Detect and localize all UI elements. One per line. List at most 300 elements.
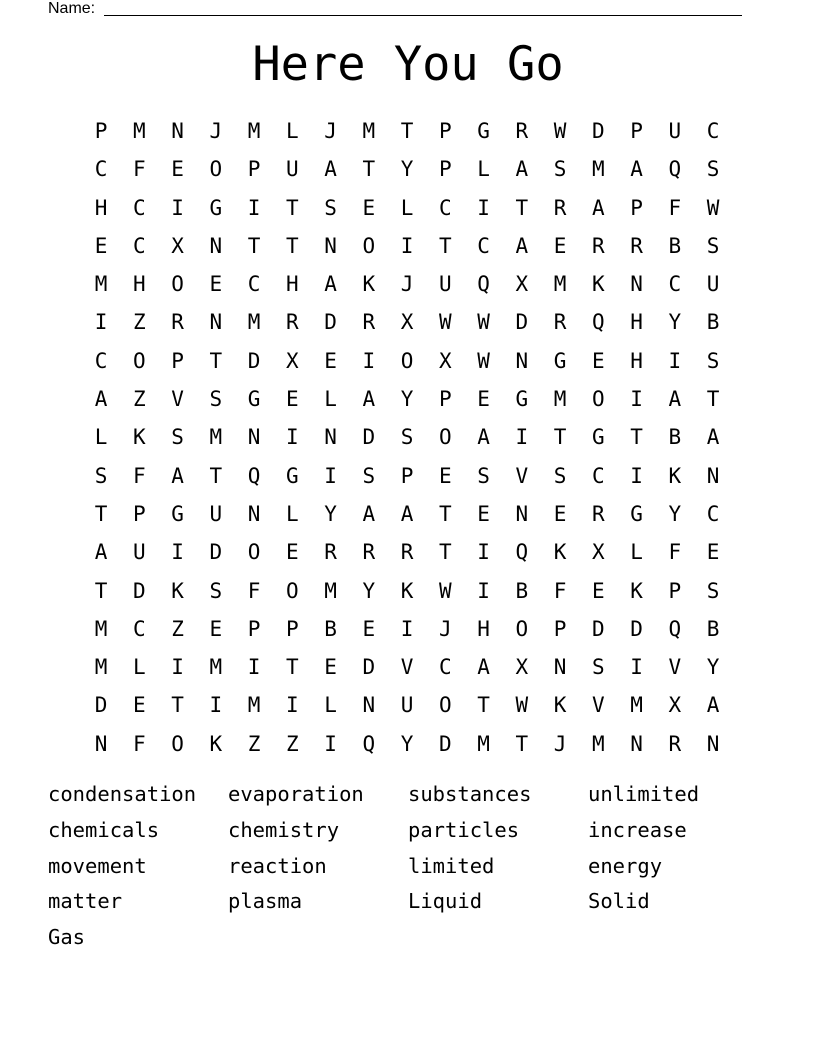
grid-letter: W [553,119,567,143]
grid-letter: R [324,540,337,565]
grid-letter: E [209,616,223,641]
grid-letter: N [209,310,223,335]
grid-letter: M [630,693,643,718]
grid-letter: E [553,501,567,526]
grid-letter: L [94,425,108,450]
grid-letter: A [515,157,529,182]
grid-letter: W [439,310,452,335]
grid-letter: K [668,463,682,488]
grid-letter: E [439,463,452,488]
grid-letter: R [515,119,529,143]
grid-letter: O [400,348,414,373]
grid-letter: C [592,463,605,488]
grid-letter: O [439,693,452,718]
grid-letter: I [324,731,337,756]
grid-letter: I [477,195,490,220]
name-underline [104,15,742,16]
grid-letter: K [362,272,376,297]
grid-letter: G [592,425,605,450]
grid-letter: T [515,731,529,756]
grid-letter: A [362,501,376,526]
grid-letter: I [209,693,223,718]
grid-letter: P [439,119,452,143]
grid-letter: O [439,425,452,450]
grid-letter: X [592,540,605,565]
grid-letter: R [553,310,567,335]
grid-letter: R [592,233,605,258]
word-list-item: reaction [228,853,327,878]
grid-letter: L [400,195,414,220]
grid-letter: M [592,157,605,182]
grid-letter: S [706,578,720,603]
grid-letter: N [171,119,184,143]
grid-letter: T [94,578,108,603]
grid-letter: K [630,578,643,603]
grid-letter: T [477,693,490,718]
grid-letter: B [515,578,529,603]
grid-letter: T [439,233,452,258]
grid-letter: G [515,387,529,412]
grid-letter: G [286,463,299,488]
grid-letter: V [515,463,529,488]
word-list-item: evaporation [228,782,364,806]
grid-letter: I [247,655,261,680]
grid-letter: R [668,731,682,756]
grid-letter: T [286,655,299,680]
grid-letter: S [400,425,414,450]
grid-letter: C [439,655,452,680]
grid-letter: E [286,540,299,565]
grid-letter: Z [171,616,184,641]
grid-letter: E [324,655,337,680]
grid-letter: D [324,310,337,335]
grid-letter: M [247,693,261,718]
grid-letter: S [706,348,720,373]
grid-letter: D [209,540,223,565]
grid-letter: O [209,157,223,182]
grid-letter: P [94,119,108,143]
grid-letter: E [209,272,223,297]
grid-letter: J [324,119,337,143]
grid-letter: I [630,463,643,488]
grid-letter: Q [668,616,682,641]
grid-letter: S [706,233,720,258]
grid-letter: Q [592,310,605,335]
grid-letter: N [630,272,643,297]
grid-letter: W [477,310,490,335]
grid-letter: T [209,348,223,373]
grid-letter: S [209,387,223,412]
grid-letter: M [209,655,223,680]
grid-letter: Q [668,157,682,182]
grid-letter: U [706,272,720,297]
grid-letter: Q [247,463,261,488]
grid-letter: O [171,731,184,756]
grid-letter: N [247,425,261,450]
word-list-item: particles [408,817,520,842]
grid-letter: G [247,387,261,412]
grid-letter: B [668,425,682,450]
grid-letter: N [324,233,337,258]
grid-letter: N [706,731,720,756]
grid-letter: D [94,693,108,718]
grid-letter: M [592,731,605,756]
grid-letter: G [477,119,490,143]
name-label: Name: [48,0,96,17]
grid-letter: S [209,578,223,603]
grid-letter: H [477,616,490,641]
grid-letter: N [553,655,567,680]
grid-letter: Z [133,310,146,335]
grid-letter: U [400,693,414,718]
grid-letter: F [247,578,261,603]
grid-letter: P [171,348,184,373]
grid-letter: J [553,731,567,756]
grid-letter: H [630,310,643,335]
grid-letter: D [247,348,261,373]
grid-letter: S [171,425,184,450]
grid-letter: E [706,540,720,565]
grid-letter: N [209,233,223,258]
grid-letter: I [171,540,184,565]
grid-letter: Z [286,731,299,756]
grid-letter: F [133,157,146,182]
grid-letter: O [286,578,299,603]
grid-letter: A [400,501,414,526]
grid-letter: P [553,616,567,641]
grid-letter: O [515,616,529,641]
grid-letter: F [668,540,682,565]
grid-letter: R [286,310,299,335]
grid-letter: Y [668,501,682,526]
grid-letter: D [592,119,605,143]
grid-letter: I [171,195,184,220]
grid-letter: A [668,387,682,412]
grid-letter: W [706,195,720,220]
grid-letter: A [706,425,720,450]
grid-letter: L [286,501,299,526]
grid-letter: X [668,693,682,718]
grid-letter: N [515,501,529,526]
grid-letter: T [362,157,376,182]
grid-letter: D [592,616,605,641]
grid-letter: N [515,348,529,373]
grid-letter: Y [668,310,682,335]
grid-letter: T [94,501,108,526]
grid-letter: M [247,310,261,335]
word-list-item: energy [588,853,663,878]
grid-letter: S [706,157,720,182]
grid-letter: E [94,233,108,258]
grid-letter: E [553,233,567,258]
grid-letter: L [286,119,299,143]
grid-letter: M [362,119,376,143]
grid-letter: M [553,272,567,297]
word-list [48,777,768,956]
grid-letter: Y [400,157,414,182]
word-list-item: condensation [48,782,197,806]
word-list-item: limited [408,853,495,878]
grid-letter: O [362,233,376,258]
grid-letter: Q [515,540,529,565]
grid-letter: Y [324,501,337,526]
grid-letter: V [668,655,682,680]
grid-letter: D [133,578,146,603]
grid-letter: D [439,731,452,756]
grid-letter: K [553,540,567,565]
grid-letter: U [668,119,682,143]
grid-letter: B [324,616,337,641]
grid-letter: I [630,387,643,412]
word-list-item: chemistry [228,817,340,842]
grid-letter: C [706,119,720,143]
grid-letter: L [133,655,146,680]
grid-letter: Y [362,578,376,603]
grid-letter: J [400,272,414,297]
grid-letter: Q [477,272,490,297]
grid-letter: O [247,540,261,565]
grid-letter: T [171,693,184,718]
word-list-item: unlimited [588,782,700,806]
grid-letter: N [94,731,108,756]
grid-letter: G [209,195,223,220]
grid-letter: L [324,693,337,718]
grid-letter: J [439,616,452,641]
grid-letter: I [515,425,529,450]
grid-letter: E [171,157,184,182]
grid-letter: I [247,195,261,220]
grid-letter: T [209,463,223,488]
grid-letter: A [94,387,108,412]
grid-letter: P [630,195,643,220]
grid-letter: E [477,387,490,412]
grid-letter: T [439,540,452,565]
grid-letter: R [400,540,414,565]
grid-letter: T [247,233,261,258]
grid-letter: B [668,233,682,258]
grid-letter: C [668,272,682,297]
grid-letter: K [209,731,223,756]
grid-letter: C [94,157,108,182]
grid-letter: A [324,157,337,182]
grid-letter: E [592,578,605,603]
grid-letter: K [171,578,184,603]
grid-letter: T [706,387,720,412]
grid-letter: C [133,195,146,220]
grid-letter: X [515,272,529,297]
grid-letter: R [592,501,605,526]
word-list-item: movement [48,853,147,878]
grid-letter: T [286,233,299,258]
grid-letter: G [171,501,184,526]
grid-letter: A [592,195,605,220]
grid-letter: U [209,501,223,526]
grid-letter: R [362,540,376,565]
grid-letter: T [515,195,529,220]
grid-letter: M [477,731,490,756]
grid-letter: I [477,540,490,565]
grid-letter: X [286,348,299,373]
grid-letter: W [515,693,529,718]
grid-letter: I [324,463,337,488]
grid-letter: S [592,655,605,680]
grid-letter: P [133,501,146,526]
grid-letter: I [630,655,643,680]
grid-letter: I [668,348,682,373]
word-list-item: Solid [588,889,650,914]
grid-letter: M [209,425,223,450]
grid-letter: E [362,195,376,220]
grid-letter: C [439,195,452,220]
grid-letter: I [362,348,376,373]
grid-letter: A [324,272,337,297]
grid-letter: T [630,425,643,450]
grid-letter: T [553,425,567,450]
grid-letter: E [133,693,146,718]
grid-letter: Z [247,731,261,756]
grid-letter: E [324,348,337,373]
grid-letter: M [94,272,108,297]
grid-letter: C [133,616,146,641]
grid-letter: A [171,463,184,488]
grid-letter: U [439,272,452,297]
page-title: Here You Go [252,37,564,92]
grid-letter: Z [133,387,146,412]
grid-letter: P [247,616,261,641]
grid-letter: N [324,425,337,450]
grid-letter: U [133,540,146,565]
grid-letter: I [286,693,299,718]
grid-letter: B [706,616,720,641]
grid-letter: M [324,578,337,603]
word-list-item: matter [48,889,123,914]
grid-letter: M [553,387,567,412]
grid-letter: U [286,157,299,182]
grid-letter: X [400,310,414,335]
grid-letter: Y [400,731,414,756]
grid-letter: M [247,119,261,143]
word-list-item: plasma [228,889,303,914]
grid-letter: N [362,693,376,718]
grid-letter: G [553,348,567,373]
grid-letter: L [630,540,643,565]
grid-letter: D [362,655,376,680]
grid-letter: N [706,463,720,488]
grid-letter: G [630,501,643,526]
grid-letter: V [592,693,605,718]
grid-letter: H [133,272,146,297]
grid-letter: E [286,387,299,412]
grid-letter: P [630,119,643,143]
grid-letter: I [286,425,299,450]
grid-letter: D [515,310,529,335]
grid-letter: H [630,348,643,373]
grid-letter: I [477,578,490,603]
grid-letter: Q [362,731,376,756]
grid-letter: E [477,501,490,526]
grid-letter: V [171,387,184,412]
grid-letter: K [592,272,605,297]
grid-letter: P [439,387,452,412]
grid-letter: S [324,195,337,220]
grid-letter: S [477,463,490,488]
grid-letter: F [133,463,146,488]
grid-letter: L [324,387,337,412]
grid-letter: V [400,655,414,680]
grid-letter: I [171,655,184,680]
grid-letter: A [362,387,376,412]
grid-letter: N [630,731,643,756]
grid-letter: P [668,578,682,603]
grid-letter: R [171,310,184,335]
grid-letter: R [362,310,376,335]
grid-letter: K [133,425,146,450]
word-list-item: chemicals [48,817,160,842]
grid-letter: A [706,693,720,718]
grid-letter: T [400,119,414,143]
grid-letter: H [286,272,299,297]
grid-letter: F [668,195,682,220]
grid-letter: R [553,195,567,220]
grid-letter: P [400,463,414,488]
grid-letter: F [553,578,567,603]
grid-letter: I [400,616,414,641]
grid-letter: A [630,157,643,182]
grid-letter: K [553,693,567,718]
grid-letter: A [94,540,108,565]
word-list-item: Liquid [408,889,483,914]
grid-letter: C [247,272,261,297]
grid-letter: C [133,233,146,258]
grid-letter: E [362,616,376,641]
word-list-item: increase [588,817,687,842]
grid-letter: A [477,655,490,680]
grid-letter: C [706,501,720,526]
grid-letter: C [94,348,108,373]
grid-letter: X [439,348,452,373]
grid-letter: B [706,310,720,335]
grid-letter: W [477,348,490,373]
grid-letter: C [477,233,490,258]
word-list-item: Gas [48,925,86,950]
grid-letter: Y [706,655,720,680]
grid-letter: T [286,195,299,220]
grid-letter: F [133,731,146,756]
grid-letter: H [94,195,108,220]
grid-letter: L [477,157,490,182]
grid-letter: O [133,348,146,373]
grid-letter: S [553,157,567,182]
grid-letter: E [592,348,605,373]
letter-grid [82,112,732,763]
grid-letter: Y [400,387,414,412]
grid-letter: J [209,119,223,143]
grid-letter: S [94,463,108,488]
grid-letter: M [94,616,108,641]
grid-letter: O [171,272,184,297]
name-field [48,0,748,18]
grid-letter: M [94,655,108,680]
grid-letter: I [94,310,108,335]
grid-letter: M [133,119,146,143]
grid-letter: P [247,157,261,182]
grid-letter: A [477,425,490,450]
grid-letter: D [630,616,643,641]
grid-letter: O [592,387,605,412]
grid-letter: W [439,578,452,603]
grid-letter: X [515,655,529,680]
grid-letter: S [553,463,567,488]
